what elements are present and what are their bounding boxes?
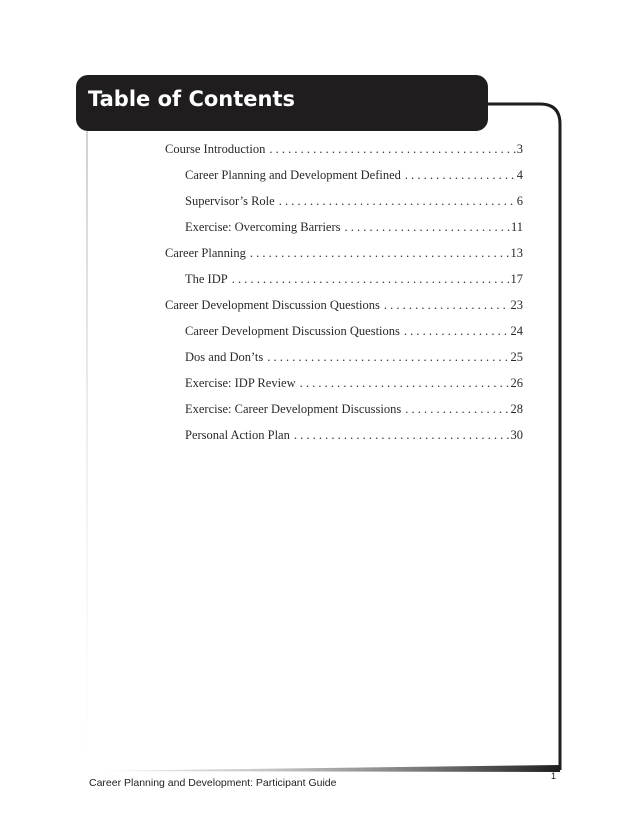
page-number: 1 (551, 771, 557, 781)
toc-entry-label: Personal Action Plan (185, 428, 290, 442)
toc-entry-page: 17 (510, 272, 523, 286)
footer-document-title: Career Planning and Development: Participant Guide (89, 777, 337, 789)
toc-dot-leader (345, 219, 510, 235)
toc-dot-leader (269, 141, 515, 157)
toc-entry[interactable] (165, 427, 523, 453)
toc-dot-leader (404, 323, 510, 339)
toc-entry-page: 11 (510, 220, 523, 234)
toc-dot-leader (267, 349, 509, 365)
toc-entry[interactable] (165, 349, 523, 375)
toc-entry-label: Career Planning and Development Defined (185, 168, 401, 182)
toc-entry-page: 4 (516, 168, 523, 182)
toc-entry-label: Career Development Discussion Questions (165, 298, 380, 312)
toc-entry[interactable] (165, 401, 523, 427)
toc-entry-page: 30 (510, 428, 523, 442)
toc-entry-page: 28 (510, 402, 523, 416)
toc-entry-page: 23 (510, 298, 523, 312)
toc-dot-leader (279, 193, 516, 209)
toc-entry-label: Exercise: Overcoming Barriers (185, 220, 341, 234)
toc-entry[interactable] (165, 297, 523, 323)
toc-entry-label: Dos and Don’ts (185, 350, 264, 364)
toc-entry[interactable] (165, 193, 523, 219)
toc-entry-page: 25 (510, 350, 523, 364)
toc-entry-label: Exercise: Career Development Discussions (185, 402, 402, 416)
toc-entry[interactable] (165, 375, 523, 401)
page-title: Table of Contents (88, 87, 296, 111)
toc-dot-leader (294, 427, 510, 443)
toc-entry-page: 3 (516, 142, 523, 156)
toc-entry-label: Career Development Discussion Questions (185, 324, 400, 338)
toc-entry-page: 24 (510, 324, 523, 338)
toc-entry-page: 6 (516, 194, 523, 208)
toc-entry-label: The IDP (185, 272, 228, 286)
toc-entry[interactable] (165, 271, 523, 297)
toc-entry[interactable] (165, 245, 523, 271)
toc-dot-leader (250, 245, 510, 261)
table-of-contents (165, 141, 523, 453)
toc-entry-page: 26 (510, 376, 523, 390)
toc-entry[interactable] (165, 141, 523, 167)
toc-entry-label: Exercise: IDP Review (185, 376, 296, 390)
toc-dot-leader (300, 375, 510, 391)
toc-entry-label: Career Planning (165, 246, 246, 260)
toc-entry[interactable] (165, 323, 523, 349)
toc-entry-label: Course Introduction (165, 142, 266, 156)
toc-entry-page: 13 (510, 246, 523, 260)
toc-dot-leader (405, 401, 509, 417)
toc-entry[interactable] (165, 167, 523, 193)
toc-dot-leader (384, 297, 510, 313)
toc-entry[interactable] (165, 219, 523, 245)
toc-dot-leader (405, 167, 516, 183)
title-bar (76, 75, 488, 131)
toc-entry-label: Supervisor’s Role (185, 194, 275, 208)
toc-dot-leader (232, 271, 510, 287)
